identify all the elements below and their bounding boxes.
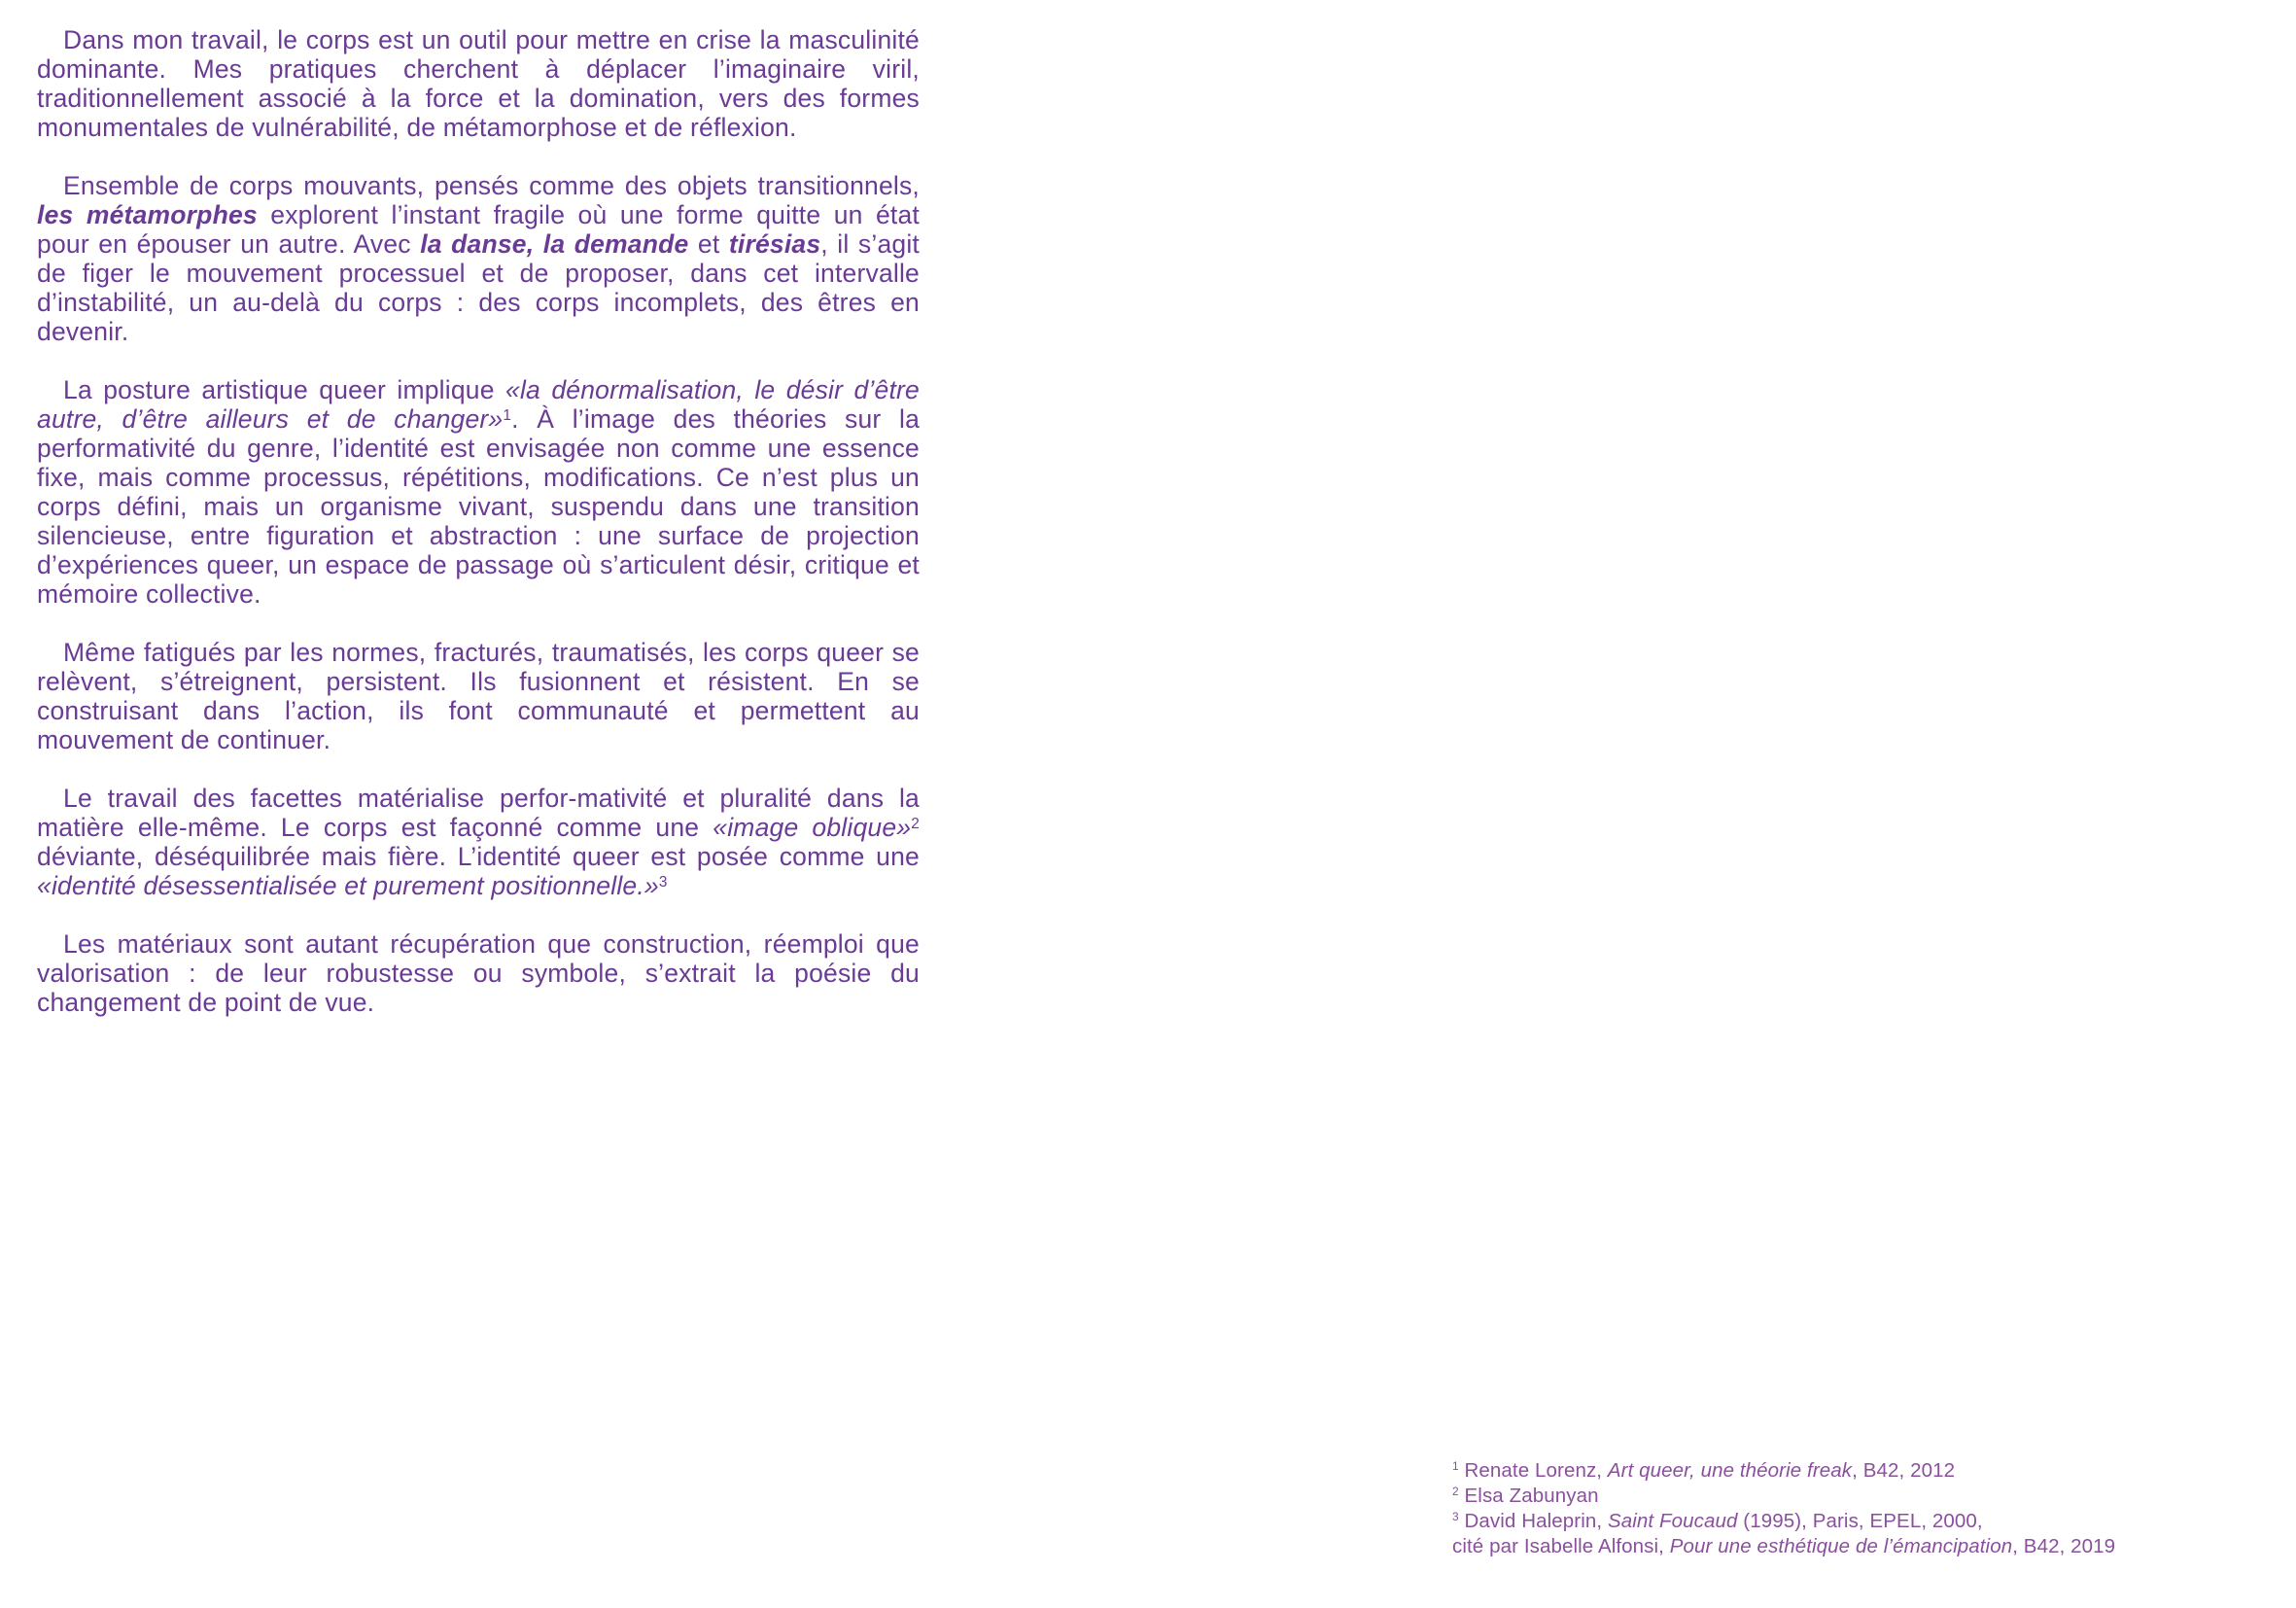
text-run: Pour une esthétique de l’émancipation [1669, 1535, 2013, 1557]
text-run: . À l’image des théories sur la performativité du genre, l’identité est envisagée non comme une essence fixe, mais comme processus, répétitions, modifications. Ce n’est plus un corps défini, mais un organisme vivant, suspendu dans une transition silencieuse, entre figuration et abstraction : une surface de projection d’expériences queer, un espace de passage où s’articulent désir, critique et mémoire collective. [37, 404, 921, 609]
footnote-reference: 3 [1452, 1510, 1459, 1524]
text-run: «identité désessentialisée et purement positionnelle.» [37, 871, 659, 900]
footnote-reference: 2 [1452, 1485, 1459, 1499]
footnote-reference: 1 [503, 406, 512, 424]
text-run: Art queer, une théorie freak [1607, 1459, 1853, 1482]
text-run: La posture artistique queer implique [63, 375, 506, 404]
paragraph [37, 171, 920, 346]
paragraph [37, 784, 920, 900]
text-run: Renate Lorenz, [1458, 1459, 1608, 1482]
text-run: «la dénormalisation, le désir d’être autre, d’être ailleurs et de changer» [37, 375, 920, 434]
footnote-reference: 1 [1452, 1459, 1459, 1474]
footnote-line [1452, 1509, 2191, 1534]
text-run: Elsa Zabunyan [1458, 1485, 1599, 1507]
text-run: cité par Isabelle Alfonsi, [1452, 1535, 1670, 1557]
paragraph [37, 638, 920, 754]
article-body [37, 25, 920, 1017]
text-run: David Haleprin, [1458, 1510, 1608, 1532]
text-run: Dans mon travail, le corps est un outil pour mettre en crise la masculinité dominante. Mes pratiques cherchent à déplacer l’imaginaire viril, traditionnellement associé à la force et la domination, vers des formes monumentales de vulnérabilité, de métamorphose et de réflexion. [37, 25, 920, 142]
text-run: «image oblique» [713, 813, 912, 842]
text-run: Les matériaux sont autant récupération que construction, réemploi que valorisation : de leur robustesse ou symbole, s’extrait la poésie du changement de point de vue. [37, 929, 920, 1017]
text-run: Le travail des facettes matérialise perfor-mativité et pluralité dans la matière elle-même. Le corps est façonné comme une [37, 784, 920, 842]
text-run: Saint Foucaud [1607, 1510, 1738, 1532]
text-run: , il s’agit de figer le mouvement processuel et de proposer, dans cet intervalle d’instabilité, un au-delà du corps : des corps incomplets, des êtres en devenir. [37, 229, 920, 346]
footnote-line [1452, 1458, 2191, 1484]
text-run: Ensemble de corps mouvants, pensés comme des objets transitionnels, [63, 171, 920, 200]
text-run: tirésias [728, 229, 821, 259]
footnotes [1452, 1458, 2191, 1559]
footnote-reference: 3 [658, 873, 668, 891]
text-run: et [688, 229, 729, 259]
paragraph [37, 929, 920, 1017]
text-run: , B42, 2012 [1852, 1459, 1956, 1482]
text-run: les métamorphes [37, 200, 258, 229]
text-run: Même fatigués par les normes, fracturés, traumatisés, les corps queer se relèvent, s’étreignent, persistent. Ils fusionnent et résistent. En se construisant dans l’action, ils font communauté et permettent au mouvement de continuer. [37, 638, 920, 754]
text-run: , B42, 2019 [2012, 1535, 2116, 1557]
text-run: la danse, la demande [420, 229, 689, 259]
paragraph [37, 25, 920, 142]
text-run: (1995), Paris, EPEL, 2000, [1737, 1510, 1983, 1532]
paragraph [37, 375, 920, 609]
text-run: déviante, déséquilibrée mais fière. L’identité queer est posée comme une [37, 842, 920, 871]
text-run: explorent l’instant fragile où une forme quitte un état pour en épouser un autre. Avec [37, 200, 920, 259]
footnote-line [1452, 1534, 2191, 1559]
footnote-reference: 2 [911, 815, 920, 832]
footnote-line [1452, 1484, 2191, 1509]
